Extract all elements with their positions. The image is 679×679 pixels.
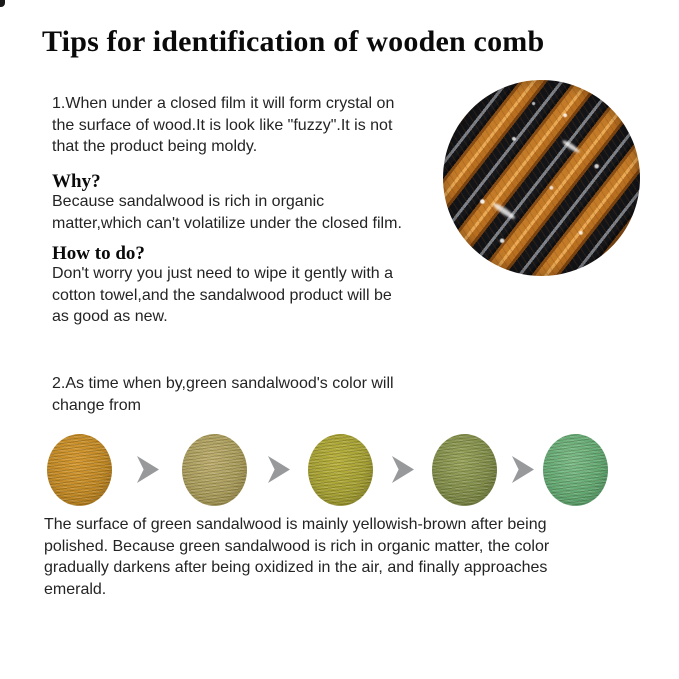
why-heading: Why?	[52, 171, 101, 192]
color-stage-swatch-yellow-olive	[308, 434, 373, 506]
text-line: as good as new.	[52, 308, 168, 325]
color-change-tip-text	[52, 373, 492, 416]
page-title: Tips for identification of wooden comb	[42, 25, 545, 58]
text-line: emerald.	[44, 580, 107, 598]
corner-artifact-mark	[0, 0, 5, 7]
text-line: gradually darkens after being oxidized in the air, and finally approaches	[44, 559, 548, 576]
arrow-right-icon	[268, 456, 290, 483]
text-line: Because sandalwood is rich in organic	[52, 193, 325, 210]
arrow-right-icon	[512, 456, 534, 483]
color-stage-swatch-emerald-green	[543, 434, 608, 506]
color-stage-swatch-olive-green	[432, 434, 497, 506]
conclusion-text	[44, 514, 654, 600]
text-line: that the product being moldy.	[52, 138, 258, 155]
how-to-do-heading: How to do?	[52, 243, 145, 264]
text-line: The surface of green sandalwood is mainly yellowish-brown after being	[44, 516, 547, 533]
text-line: Don't worry you just need to wipe it gently with a	[52, 265, 393, 282]
text-line: matter,which can't volatilize under the closed film.	[52, 214, 402, 232]
crystal-tip-text	[52, 93, 492, 158]
text-line: cotton towel,and the sandalwood product will be	[52, 286, 392, 304]
text-line: the surface of wood.It is look like "fuzzy".It is not	[52, 116, 393, 134]
why-text	[52, 191, 512, 234]
text-line: 2.As time when by,green sandalwood's color will	[52, 375, 394, 392]
text-line: change from	[52, 396, 141, 414]
how-to-do-text	[52, 263, 512, 328]
color-stage-swatch-yellowish-brown	[47, 434, 112, 506]
arrow-right-icon	[392, 456, 414, 483]
text-line: 1.When under a closed film it will form crystal on	[52, 95, 395, 112]
text-line: polished. Because green sandalwood is rich in organic matter, the color	[44, 537, 550, 555]
arrow-right-icon	[137, 456, 159, 483]
comb-closeup-photo	[443, 80, 640, 276]
color-stage-swatch-khaki	[182, 434, 247, 506]
